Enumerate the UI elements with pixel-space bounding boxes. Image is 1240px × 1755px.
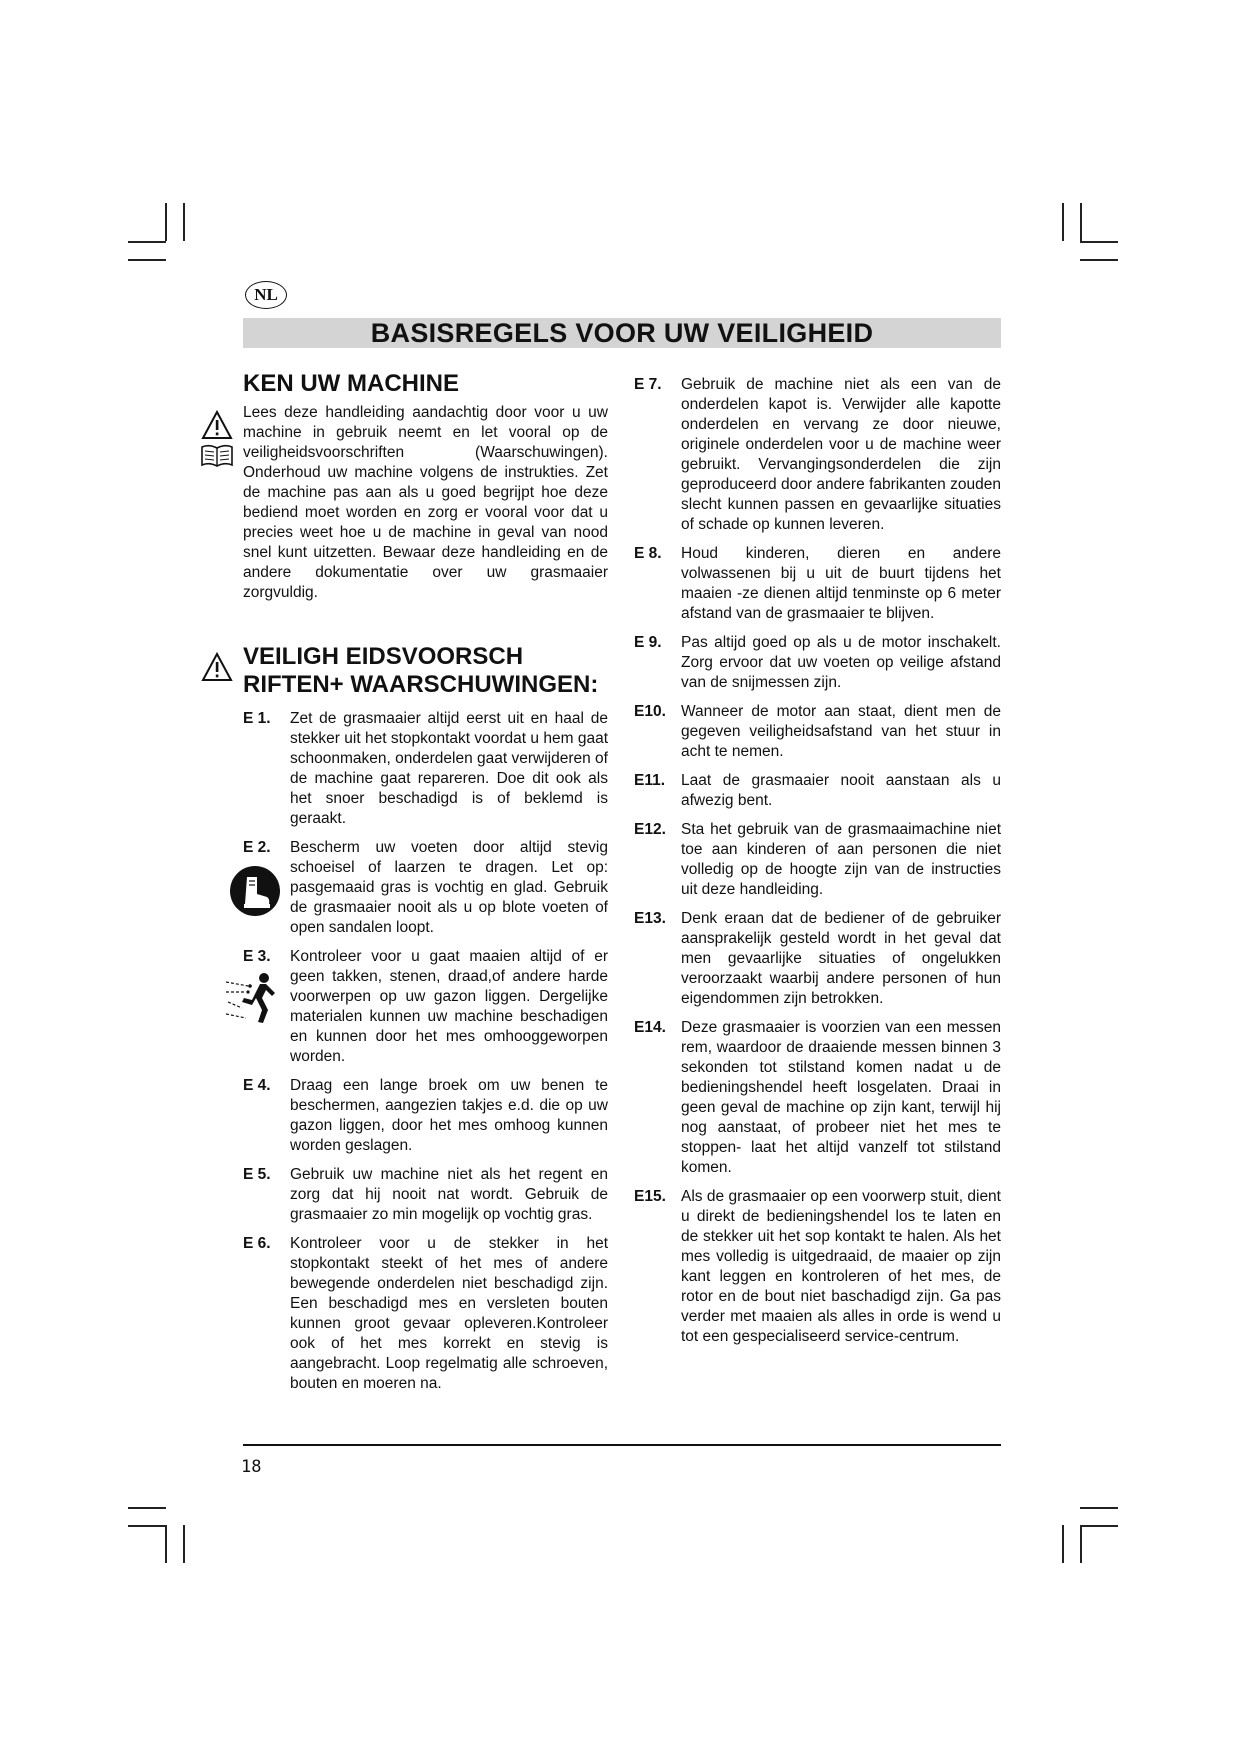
rule-item (243, 1234, 608, 1394)
crop-mark (1062, 203, 1064, 241)
rules-list-left (243, 709, 608, 1394)
manual-book-icon (200, 442, 234, 468)
crop-mark (1080, 1525, 1082, 1563)
rule-text: Houd kinderen, dieren en andere volwassenen bij u uit de buurt tijdens het maaien -ze dienen altijd tenminste op 6 meter afstand van de grasmaaier te blijven. (681, 545, 1001, 622)
crop-mark (128, 1507, 166, 1509)
rule-text: Laat de grasmaaier nooit aanstaan als u afwezig bent. (681, 772, 1001, 809)
rule-item (634, 1018, 1001, 1178)
rule-text: Denk eraan dat de bediener of de gebruiker aansprakelijk gesteld wordt in het geval dat men gevaarlijke situaties of ongelukken veroorzaakt waarbij andere personen of hun eigendommen zijn betrokken. (681, 910, 1001, 1007)
rule-text: Gebruik uw machine niet als het regent en zorg dat hij nooit nat wordt. Gebruik de grasmaaier zo min mogelijk op vochtig gras. (290, 1166, 608, 1223)
rule-item (243, 1165, 608, 1225)
rule-text: Kontroleer voor u de stekker in het stopkontakt steekt of het mes of andere bewegende onderdelen niet beschadigd zijn. Een beschadigd mes en versleten bouten kunnen groot gevaar opleveren.Kontroleer ook of het mes korrekt en stevig is aangebracht. Loop regelmatig alle schroeven, bouten en moeren na. (290, 1235, 608, 1392)
crop-mark (183, 203, 185, 241)
rule-code: E14. (634, 1019, 666, 1036)
rule-item (634, 1187, 1001, 1347)
rule-text: Draag een lange broek om uw benen te beschermen, aangezien takjes e.d. die op uw gazon liggen, door het mes omhoog kunnen worden geslagen. (290, 1077, 608, 1154)
rule-code: E10. (634, 703, 666, 720)
rule-code: E13. (634, 910, 666, 927)
warning-triangle-icon (201, 410, 233, 440)
right-column (634, 375, 1001, 1356)
warning-triangle-icon (201, 652, 233, 682)
rule-code: E11. (634, 772, 666, 789)
rule-item (243, 838, 608, 938)
rule-item (634, 375, 1001, 535)
crop-mark (1062, 1525, 1064, 1563)
rule-item (243, 947, 608, 1067)
rule-item (634, 633, 1001, 693)
rule-text: Deze grasmaaier is voorzien van een messen rem, waardoor de draaiende messen binnen 3 sekonden tot stilstand komen nadat u de bedieningshendel heeft losgelaten. Draai in geen geval de machine op zijn kant, terwijl hij nog aanstaat, of probeer niet het mes te stoppen- laat het altijd vanzelf tot stilstand komen. (681, 1019, 1001, 1176)
rule-code: E 8. (634, 545, 662, 562)
rule-text: Als de grasmaaier op een voorwerp stuit, dient u direkt de bedieningshendel los te laten en de stekker uit het sop kontakt te halen. Als het mes volledig is uitgedraaid, de maaier op zijn kant leggen en kontroleren of het mes, de rotor en de bout niet baschadigd zijn. Ga pas verder met maaien als alles in orde is wend u tot een gespecialiseerd service-centrum. (681, 1188, 1001, 1345)
left-column (243, 370, 608, 1403)
rule-code: E 9. (634, 634, 662, 651)
crop-mark (1080, 1525, 1118, 1527)
rule-text: Bescherm uw voeten door altijd stevig schoeisel of laarzen te dragen. Let op: pasgemaaid gras is vochtig en glad. Gebruik de grasmaaier nooit als u op blote voeten of open sandalen loopt. (290, 839, 608, 936)
section-heading-safety-rules: VEILIGH EIDSVOORSCH RIFTEN+ WAARSCHUWINGEN: (243, 643, 599, 698)
rules-list-right (634, 375, 1001, 1347)
rule-code: E 4. (243, 1077, 271, 1094)
intro-paragraph: Lees deze handleiding aandachtig door voor u uw machine in gebruik neemt en let vooral op de veiligheidsvoorschriften (Waarschuwingen). Onderhoud uw machine volgens de instrukties. Zet de machine pas aan als u goed begrijpt hoe deze bediend moet worden en zorg er vooral voor dat u precies weet hoe u de machine in geval van nood snel kunt uitzetten. Bewaar deze handleiding en de andere dokumentatie over uw grasmaaier zorgvuldig. (243, 404, 608, 601)
rule-code: E 6. (243, 1235, 271, 1252)
rule-code: E 2. (243, 839, 271, 856)
rule-item (634, 909, 1001, 1009)
rule-text: Kontroleer voor u gaat maaien altijd of er geen takken, stenen, draad,of andere harde voorwerpen op uw gazon liggen. Dergelijke materialen kunnen uw machine beschadigen en kunnen door het mes omhooggeworpen worden. (290, 948, 608, 1065)
rule-item (634, 771, 1001, 811)
page-number: 18 (241, 1457, 262, 1477)
crop-mark (128, 1525, 166, 1527)
rule-text: Sta het gebruik van de grasmaaimachine niet toe aan kinderen of aan personen die niet volledig op de hoogte zijn van de instructies uit deze handleiding. (681, 821, 1001, 898)
rule-code: E12. (634, 821, 666, 838)
rule-text: Gebruik de machine niet als een van de onderdelen kapot is. Verwijder alle kapotte onderdelen en vervang ze door nieuwe, originele onderdelen voor u de machine weer gebruikt. Vervangingsonderdelen die zijn geproduceerd door andere fabrikanten zouden slecht kunnen passen en gevaarlijke situaties of schade op kunnen leveren. (681, 376, 1001, 533)
rule-text: Zet de grasmaaier altijd eerst uit en haal de stekker uit het stopkontakt voordat u hem gaat schoonmaken, onderdelen gaat verwijderen of de machine gaat repareren. Doe dit ook als het snoer beschadigd is of beklemd is geraakt. (290, 710, 608, 827)
rule-item (634, 820, 1001, 900)
rule-item (243, 709, 608, 829)
language-badge: NL (245, 281, 287, 309)
page-title: BASISREGELS VOOR UW VEILIGHEID (243, 318, 1001, 348)
crop-mark (1080, 241, 1118, 243)
crop-mark (128, 241, 166, 243)
rule-code: E 1. (243, 710, 271, 727)
crop-mark (1080, 1507, 1118, 1509)
crop-mark (165, 1525, 167, 1563)
rule-item (634, 702, 1001, 762)
crop-mark (128, 259, 166, 261)
crop-mark (1080, 259, 1118, 261)
rule-text: Wanneer de motor aan staat, dient men de gegeven veiligheidsafstand van het stuur in acht te nemen. (681, 703, 1001, 760)
rule-code: E15. (634, 1188, 666, 1205)
crop-mark (165, 203, 167, 241)
rule-item (634, 544, 1001, 624)
rule-code: E 7. (634, 376, 662, 393)
footer-rule (243, 1444, 1001, 1446)
rule-text: Pas altijd goed op als u de motor inschakelt. Zorg ervoor dat uw voeten op veilige afstand van de snijmessen zijn. (681, 634, 1001, 691)
rule-code: E 5. (243, 1166, 271, 1183)
rule-code: E 3. (243, 948, 271, 965)
section-heading-know-machine: KEN UW MACHINE (243, 370, 459, 397)
rule-item (243, 1076, 608, 1156)
crop-mark (1080, 203, 1082, 241)
crop-mark (183, 1525, 185, 1563)
